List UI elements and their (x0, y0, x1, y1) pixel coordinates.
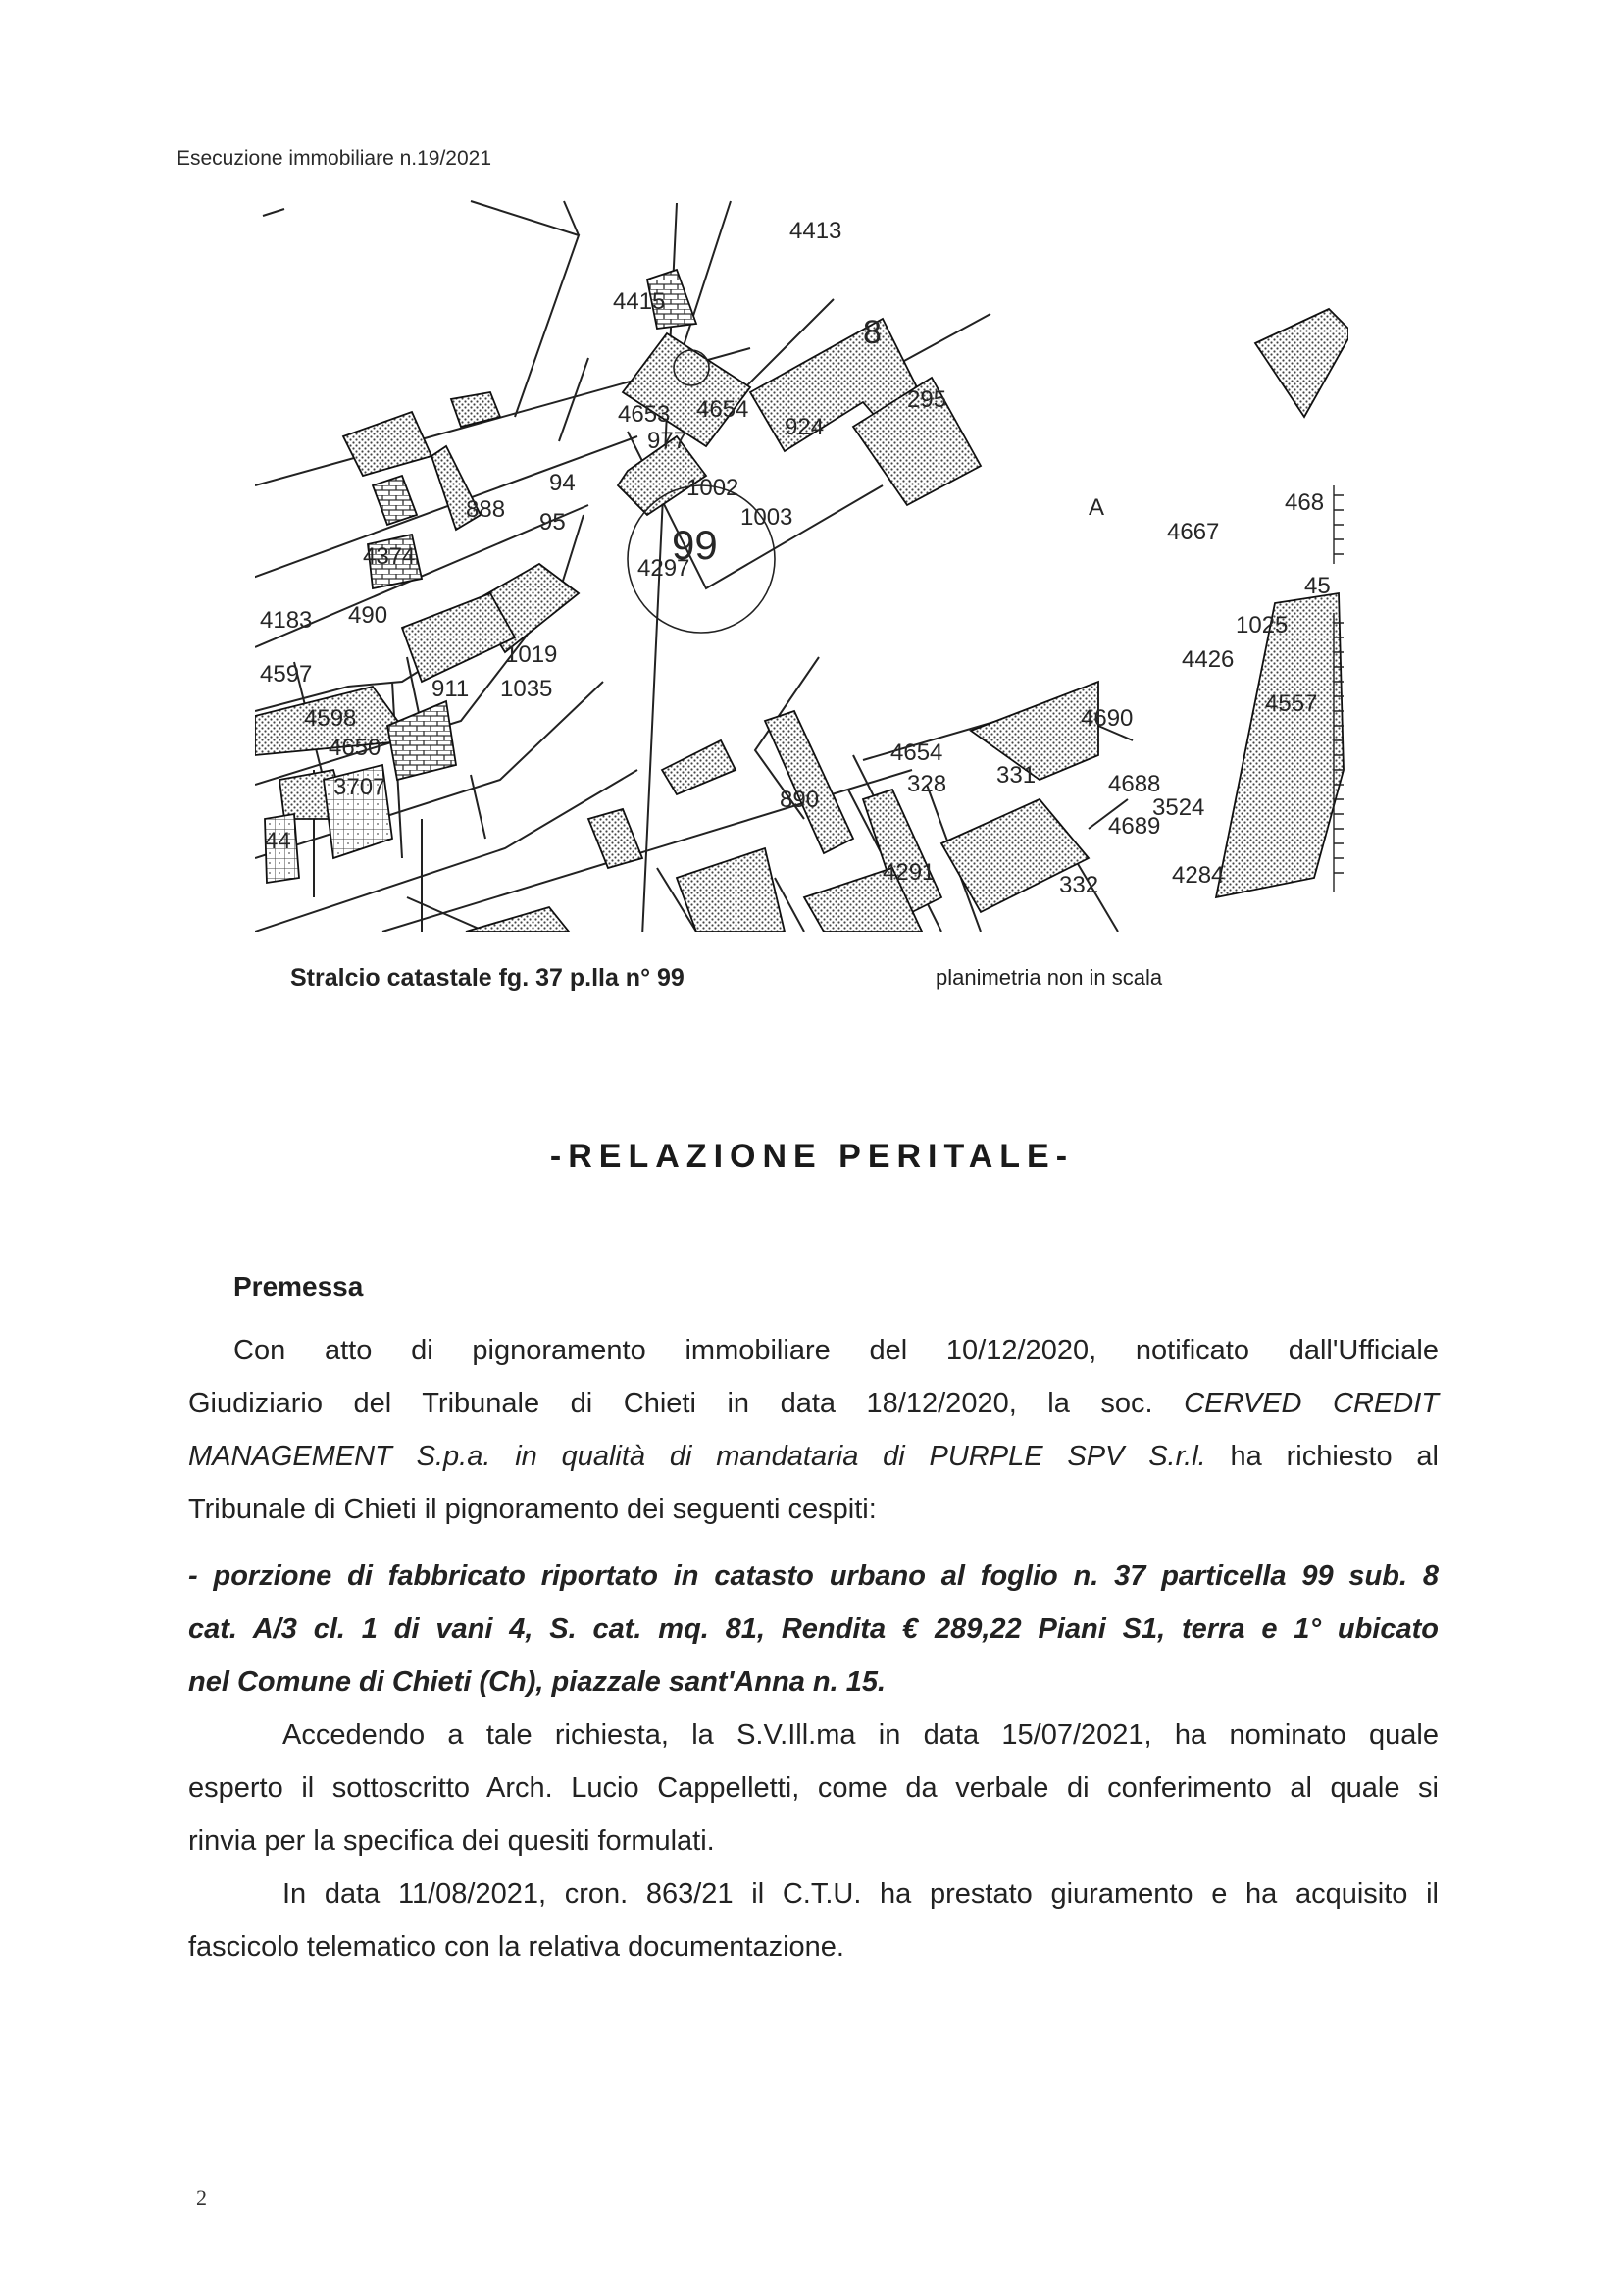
document-header: Esecuzione immobiliare n.19/2021 (177, 147, 492, 170)
parcel-label: 888 (466, 496, 506, 523)
parcel-label: 924 (785, 414, 825, 440)
parcel-label: 490 (348, 602, 388, 629)
parcel-label: 295 (907, 386, 947, 413)
parcel-label: 3524 (1152, 794, 1205, 821)
text-line: Con atto di pignoramento immobiliare del 10/12/2020, notificato dall'Ufficiale (233, 1335, 1439, 1366)
parcel-label: 4650 (329, 735, 381, 761)
parcel-label: 4598 (304, 705, 357, 732)
map-buildings (255, 270, 1348, 932)
parcel-label: 4690 (1081, 705, 1134, 732)
text-segment: Giudiziario del Tribunale di Chieti in data 18/12/2020, la soc. (188, 1388, 1185, 1419)
parcel-label: 4667 (1167, 519, 1220, 545)
parcel-label: 1019 (505, 641, 558, 668)
parcel-label: 4374 (363, 543, 416, 570)
parcel-label: 4183 (260, 607, 313, 634)
parcel-label: 4653 (618, 401, 671, 428)
page-title: -RELAZIONE PERITALE- (549, 1138, 1075, 1175)
text-line: Accedendo a tale richiesta, la S.V.Ill.ma in data 15/07/2021, ha nominato quale (282, 1719, 1439, 1751)
text-line: rinvia per la specifica dei quesiti formulati. (188, 1825, 715, 1857)
map-parcel-labels (260, 218, 1331, 898)
parcel-label: 1025 (1236, 612, 1289, 638)
text-line: fascicolo telematico con la relativa documentazione. (188, 1931, 844, 1962)
parcel-label: A (1089, 494, 1105, 521)
parcel-label: 4413 (789, 218, 842, 244)
text-line: nel Comune di Chieti (Ch), piazzale sant'Anna n. 15. (188, 1666, 887, 1698)
parcel-label: 4654 (890, 739, 943, 766)
parcel-label: 977 (647, 428, 687, 454)
text-segment: ha richiesto al (1205, 1441, 1439, 1472)
map-scale-note: planimetria non in scala (936, 965, 1163, 990)
parcel-label: 45 (1304, 573, 1331, 599)
parcel-label: 4415 (613, 288, 666, 315)
parcel-label: 4284 (1172, 862, 1225, 889)
text-line: In data 11/08/2021, cron. 863/21 il C.T.U. ha prestato giuramento e ha acquisito il (282, 1878, 1439, 1910)
parcel-label: 4557 (1265, 690, 1318, 717)
parcel-label: 95 (539, 509, 566, 535)
section-heading: Premessa (233, 1271, 364, 1301)
parcel-label: 44 (265, 828, 291, 854)
parcel-label: 4426 (1182, 646, 1235, 673)
parcel-label: 4597 (260, 661, 313, 688)
page-number: 2 (196, 2185, 207, 2210)
parcel-label: 1003 (740, 504, 793, 531)
parcel-label: 8 (863, 314, 882, 351)
parcel-label: 4297 (637, 555, 690, 582)
parcel-label: 99 (672, 522, 718, 568)
parcel-label: 94 (549, 470, 576, 496)
text-line: esperto il sottoscritto Arch. Lucio Cappelletti, come da verbale di conferimento al quale si (188, 1772, 1439, 1804)
parcel-label: 911 (431, 676, 470, 702)
paragraph-appointment (188, 1708, 1439, 1867)
parcel-label: 331 (996, 762, 1037, 789)
parcel-label: 1035 (500, 676, 553, 702)
text-line: - porzione di fabbricato riportato in catasto urbano al foglio n. 37 particella 99 sub. 8 (188, 1560, 1439, 1592)
text-line: cat. A/3 cl. 1 di vani 4, S. cat. mq. 81, Rendita € 289,22 Piani S1, terra e 1° ubicato (188, 1613, 1439, 1645)
text-line (188, 1377, 1439, 1430)
parcel-label: 4654 (696, 396, 749, 423)
text-line: Tribunale di Chieti il pignoramento dei seguenti cespiti: (188, 1494, 877, 1525)
parcel-label: 4688 (1108, 771, 1161, 797)
text-segment: MANAGEMENT S.p.a. in qualità di mandataria di PURPLE SPV S.r.l. (188, 1441, 1206, 1472)
paragraph-property-description (188, 1550, 1439, 1708)
parcel-label: 890 (780, 787, 820, 813)
parcel-label: 3707 (333, 774, 386, 800)
paragraph-premessa-1 (188, 1324, 1439, 1536)
paragraph-oath (188, 1867, 1439, 1973)
parcel-label: 328 (907, 771, 947, 797)
parcel-label: 1002 (686, 475, 739, 501)
parcel-label: 468 (1285, 489, 1325, 516)
cadastral-map (255, 191, 1348, 932)
text-segment: CERVED CREDIT (1184, 1388, 1439, 1419)
map-caption: Stralcio catastale fg. 37 p.lla n° 99 (290, 964, 685, 992)
text-line (188, 1430, 1439, 1483)
parcel-label: 4689 (1108, 813, 1161, 840)
parcel-label: 332 (1059, 872, 1099, 898)
parcel-label: 4291 (883, 859, 936, 886)
